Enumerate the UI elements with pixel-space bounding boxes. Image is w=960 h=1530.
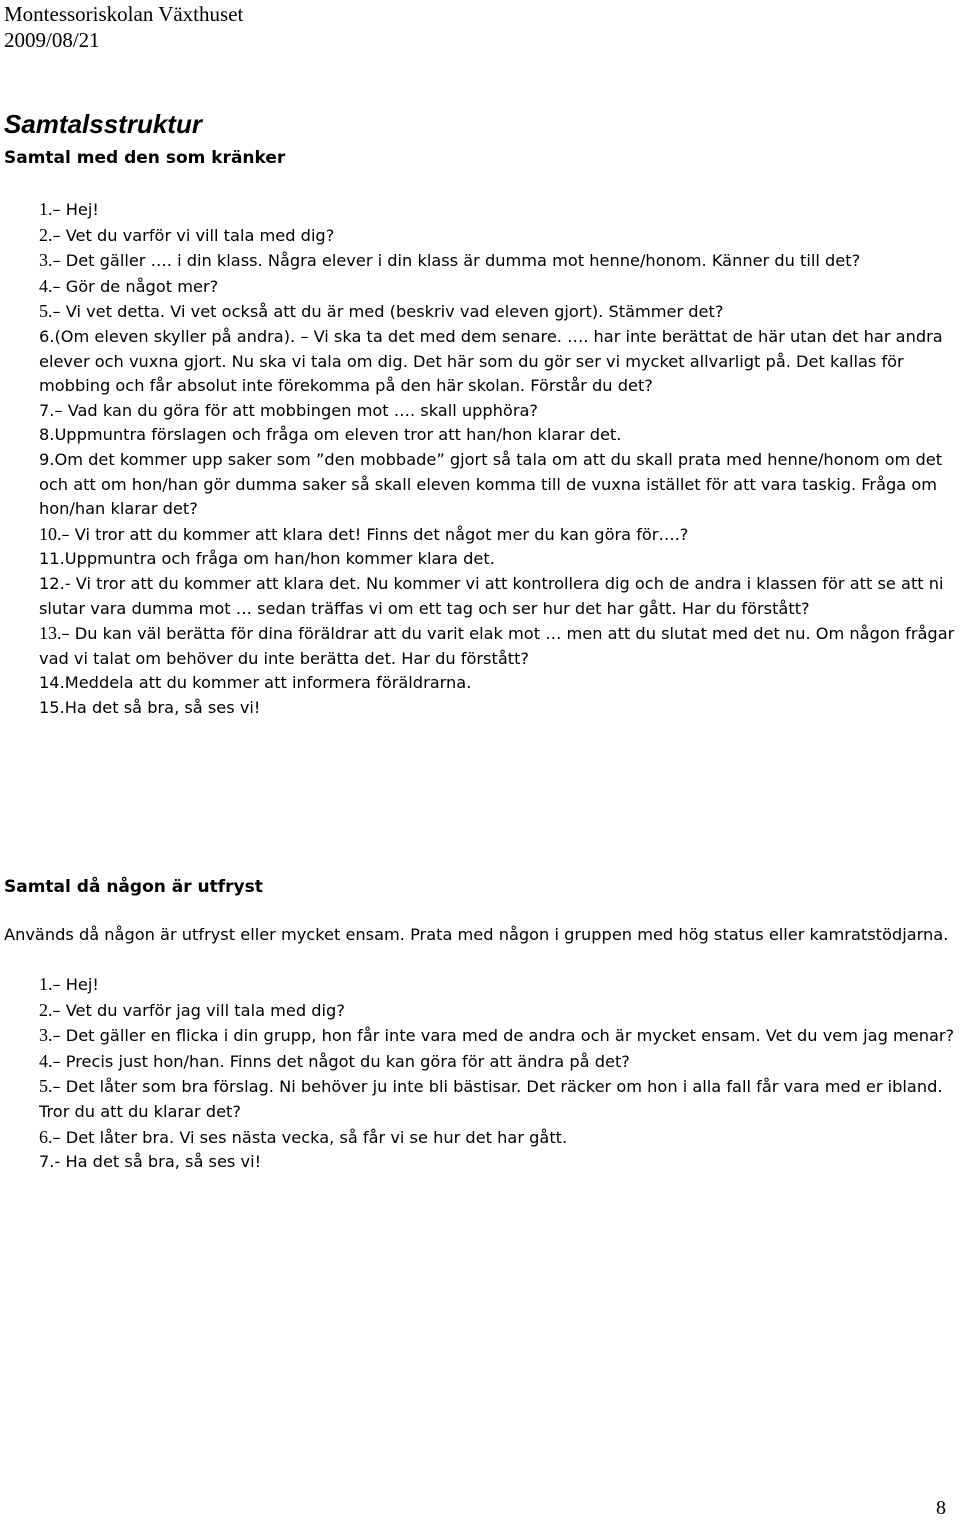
section1-heading: Samtal med den som kränker	[4, 148, 286, 168]
list-item-number: 3.	[39, 250, 53, 271]
list-item	[4, 972, 958, 998]
document-title: Samtalsstruktur	[4, 109, 202, 139]
list-item-number: 13.	[39, 623, 62, 644]
list-item	[4, 274, 958, 300]
list-item-text: Uppmuntra och fråga om han/hon kommer klara det.	[64, 549, 495, 569]
header-date: 2009/08/21	[4, 28, 100, 52]
list-item	[4, 423, 958, 448]
list-item-number: 2.	[39, 999, 53, 1020]
section1-list	[4, 197, 958, 720]
section2-intro-block	[4, 923, 958, 948]
list-item-number: 15.	[39, 697, 65, 717]
list-item-number: 5.	[39, 1076, 53, 1097]
section2-intro: Används då någon är utfryst eller mycket ensam. Prata med någon i gruppen med hög status eller kamratstödjarna.	[4, 925, 949, 944]
list-item	[4, 1023, 958, 1049]
list-item	[4, 671, 958, 696]
list-item-text: – Hej!	[52, 200, 99, 219]
list-item	[4, 299, 958, 325]
list-item-text: - Ha det så bra, så ses vi!	[54, 1152, 262, 1172]
list-item-text: Om det kommer upp saker som ”den mobbade” gjort så tala om att du skall prata med henne/honom om det och att om hon/han gör dumma saker så skall eleven komma till de vuxna istället för att vara taskig. Fråga om hon/han klarar det?	[39, 449, 943, 519]
list-item-number: 4.	[39, 275, 53, 296]
list-item-text: – Du kan väl berätta för dina föräldrar att du varit elak mot … men att du slutat med det nu. Om någon frågar vad vi talat om behöver du inte berätta det. Har du förstått?	[39, 624, 955, 668]
list-item	[4, 522, 958, 548]
list-item-text: – Gör de något mer?	[52, 276, 219, 296]
list-item-number: 6.	[39, 326, 55, 346]
list-item	[4, 1074, 958, 1124]
list-item-text: – Hej!	[52, 975, 99, 994]
list-item-number: 10.	[39, 523, 62, 544]
list-item-text: – Vet du varför vi vill tala med dig?	[52, 225, 335, 245]
list-item-text: - Vi tror att du kommer att klara det. Nu kommer vi att kontrollera dig och de andra i klassen för att se att ni slutar vara dumma mot … sedan träffas vi om ett tag och ser hur det har gått. Har du förstått?	[39, 573, 944, 618]
list-item	[4, 197, 958, 223]
list-item-text: – Vad kan du göra för att mobbingen mot …. skall upphöra?	[54, 400, 538, 420]
list-item-number: 2.	[39, 224, 53, 245]
list-item-text: – Det låter bra. Vi ses nästa vecka, så får vi se hur det har gått.	[52, 1127, 568, 1147]
list-item-text: – Det gäller en flicka i din grupp, hon får inte vara med de andra och är mycket ensam. Vet du vem jag menar?	[52, 1026, 955, 1046]
list-item-number: 3.	[39, 1025, 53, 1046]
list-item-number: 1.	[39, 199, 53, 219]
list-item	[4, 1150, 958, 1175]
list-item	[4, 448, 958, 522]
list-item	[4, 1049, 958, 1075]
list-item-number: 12.	[39, 573, 65, 593]
list-item	[4, 1125, 958, 1151]
list-item-number: 14.	[39, 673, 65, 693]
list-item	[4, 696, 958, 721]
list-item-text: – Vi tror att du kommer att klara det! Finns det något mer du kan göra för….?	[61, 524, 689, 544]
list-item-text: Uppmuntra förslagen och fråga om eleven tror att han/hon klarar det.	[54, 425, 622, 445]
list-item	[4, 223, 958, 249]
list-item-number: 4.	[39, 1050, 53, 1071]
list-item-text: – Vi vet detta. Vi vet också att du är med (beskriv vad eleven gjort). Stämmer det?	[52, 302, 724, 322]
list-item	[4, 325, 958, 399]
list-item	[4, 547, 958, 572]
list-item-number: 7.	[39, 1152, 55, 1172]
section2-list	[4, 972, 958, 1175]
section2-heading: Samtal då någon är utfryst	[4, 877, 263, 897]
list-item-text: – Det gäller …. i din klass. Några elever i din klass är dumma mot henne/honom. Känner du till det?	[52, 251, 861, 271]
list-item	[4, 621, 958, 671]
list-item-number: 7.	[39, 400, 55, 420]
list-item-number: 1.	[39, 974, 53, 994]
page-number: 8	[936, 1497, 946, 1519]
list-item-text: (Om eleven skyller på andra). – Vi ska ta det med dem senare. …. har inte berättat de här utan det har andra elever och vuxna gjort. Nu ska vi tala om dig. Det här som du gör ser vi mycket allvarligt på. Det kallas för mobbing och får absolut inte förekomma på den här skolan. Förstår du det?	[39, 326, 943, 396]
list-item	[4, 248, 958, 274]
list-item-text: – Precis just hon/han. Finns det något du kan göra för att ändra på det?	[52, 1051, 630, 1071]
list-item-number: 9.	[39, 449, 55, 469]
header-school: Montessoriskolan Växthuset	[4, 2, 244, 26]
list-item-text: Ha det så bra, så ses vi!	[64, 697, 261, 717]
list-item-text: Meddela att du kommer att informera föräldrarna.	[64, 673, 472, 693]
list-item	[4, 998, 958, 1024]
list-item	[4, 399, 958, 424]
list-item-number: 11.	[39, 549, 65, 569]
list-item-number: 6.	[39, 1126, 53, 1147]
list-item-text: – Det låter som bra förslag. Ni behöver ju inte bli bästisar. Det räcker om hon i alla fall får vara med er ibland. Tror du att du klarar det?	[39, 1077, 943, 1121]
list-item	[4, 572, 958, 621]
list-item-number: 5.	[39, 301, 53, 322]
list-item-text: – Vet du varför jag vill tala med dig?	[52, 1000, 345, 1020]
list-item-number: 8.	[39, 425, 55, 445]
